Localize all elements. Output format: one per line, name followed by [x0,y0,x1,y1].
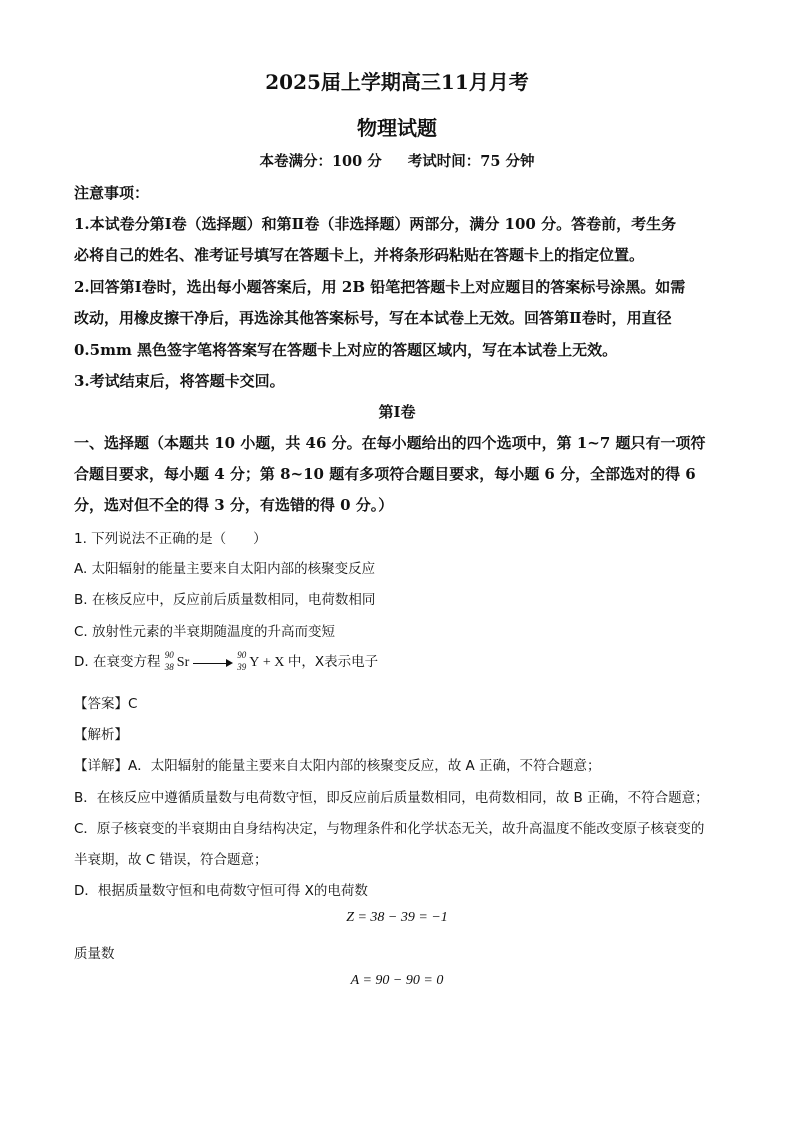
decay-equation [164,649,288,672]
time-info: 考试时间：75 分钟 [407,153,535,170]
equation-mass: A = 90 − 90 = 0 [350,973,444,988]
option-d-suffix: 中，X表示电子 [287,654,379,670]
detail-label: 【详解】 [74,758,128,774]
notice-line: 3.考试结束后，将答题卡交回。 [74,372,285,390]
analysis-line: 半衰期，故 C 错误，符合题意； [74,852,268,868]
analysis-line: B．在核反应中遵循质量数与电荷数守恒，即反应前后质量数相同，电荷数相同，故 B 正确，不符合题意； [74,790,709,806]
option-c: C. 放射性元素的半衰期随温度的升高而变短 [74,624,336,640]
option-d-prefix: D. 在衰变方程 [74,654,161,670]
section-intro-line: 分，选对但不全的得 3 分，有选错的得 0 分。） [74,496,394,514]
reaction-arrow-icon [193,656,233,670]
notice-line: 2.回答第Ⅰ卷时，选出每小题答案后，用 2B 铅笔把答题卡上对应题目的答案标号涂黑。如需 [74,278,686,296]
question-stem: 1. 下列说法不正确的是（ ） [74,531,267,547]
mass-label: 质量数 [74,946,115,962]
option-a: A. 太阳辐射的能量主要来自太阳内部的核聚变反应 [74,561,376,577]
exam-meta [0,150,794,171]
answer-label: 【答案】 [74,696,128,712]
nuclide-sr-indices: 90 38 [164,649,174,672]
plus-x: + X [262,655,285,670]
analysis-line: C．原子核衰变的半衰期由自身结构决定，与物理条件和化学状态无关，故升高温度不能改变原子核衰变的 [74,821,705,837]
section-title: 第Ⅰ卷 [378,403,416,421]
notice-line: 必将自己的姓名、准考证号填写在答题卡上，并将条形码粘贴在答题卡上的指定位置。 [74,246,645,264]
section-intro-line: 一、选择题（本题共 10 小题，共 46 分。在每小题给出的四个选项中，第 1~7 题只有一项符 [74,434,706,452]
notice-line: 0.5mm 黑色签字笔将答案写在答题卡上对应的答题区域内，写在本试卷上无效。 [74,341,618,359]
analysis-text: A．太阳辐射的能量主要来自太阳内部的核聚变反应，故 A 正确，不符合题意； [128,758,601,774]
nuclide-sr-symbol: Sr [176,655,190,670]
subject-title: 物理试题 [357,116,437,140]
notice-heading: 注意事项： [74,184,150,202]
equation-charge: Z = 38 − 39 = −1 [346,910,448,925]
score-info: 本卷满分：100 分 [259,153,382,170]
analysis-label: 【解析】 [74,727,128,743]
analysis-line [74,754,601,774]
answer-value: C [128,696,138,712]
notice-line: 改动，用橡皮擦干净后，再选涂其他答案标号，写在本试卷上无效。回答第Ⅱ卷时，用直径 [74,309,672,327]
exam-title: 2025届上学期高三11月月考 [265,70,529,94]
nuclide-y-symbol: Y [249,655,260,670]
option-d [74,650,378,672]
analysis-line: D．根据质量数守恒和电荷数守恒可得 X的电荷数 [74,883,368,899]
nuclide-y-indices: 90 39 [237,649,247,672]
answer [74,692,137,712]
section-intro-line: 合题目要求，每小题 4 分；第 8~10 题有多项符合题目要求，每小题 6 分，全部选对的得 6 [74,465,696,483]
notice-line: 1.本试卷分第Ⅰ卷（选择题）和第Ⅱ卷（非选择题）两部分，满分 100 分。答卷前，考生务 [74,215,677,233]
option-b: B. 在核反应中，反应前后质量数相同，电荷数相同 [74,592,376,608]
